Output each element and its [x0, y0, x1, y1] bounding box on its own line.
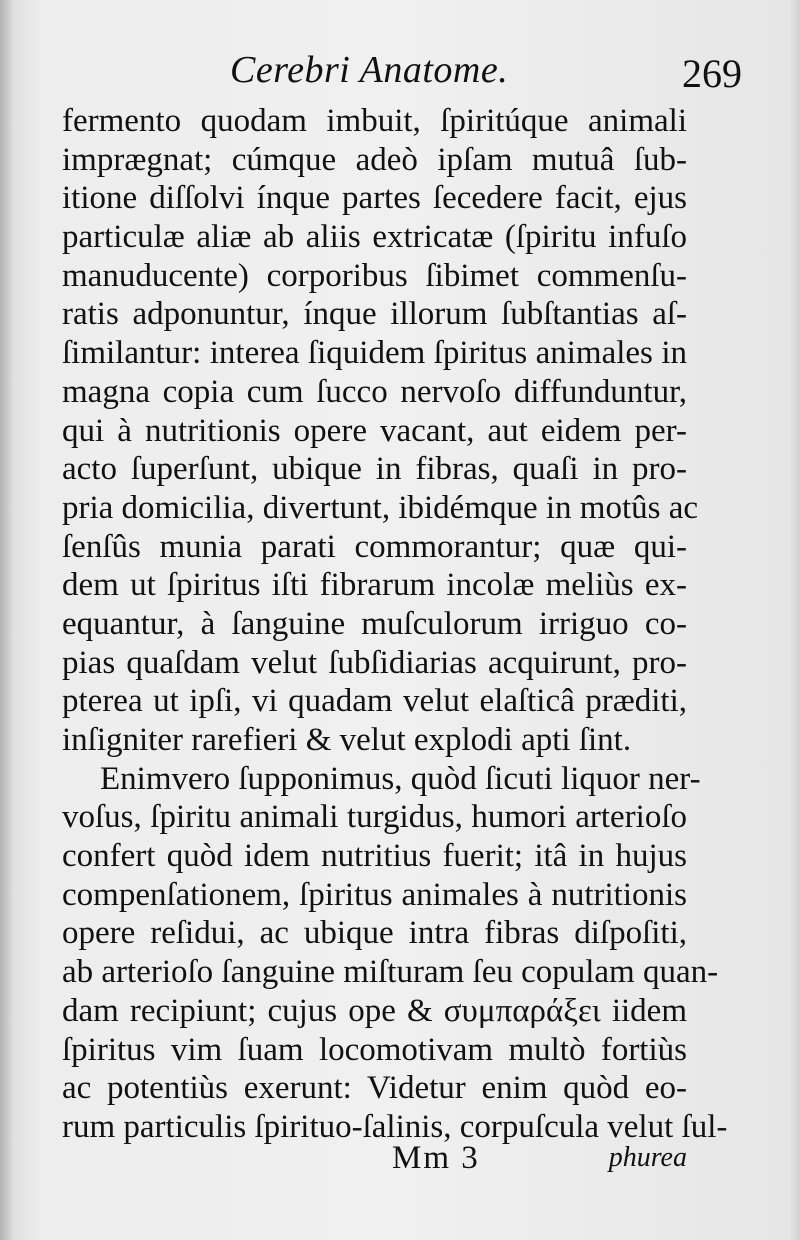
text-line: pias quaſdam velut ſubſidiarias acquirunt, pro-: [62, 644, 687, 681]
text-line: itione diſſolvi ínque partes ſecedere facit, ejus: [62, 180, 687, 217]
text-line: ſimilantur: interea ſiquidem ſpiritus animales in: [62, 335, 687, 372]
text-line: confert quòd idem nutritius fuerit; itâ in hujus: [62, 838, 687, 875]
text-line: ſenſûs munia parati commorantur; quæ qui-: [62, 528, 687, 565]
text-line: particulæ aliæ ab aliis extricatæ (ſpiritu infuſo: [62, 219, 687, 256]
paragraph-first-line: Enimvero ſupponimus, quòd ſicuti liquor ner-: [100, 760, 701, 797]
text-line: rum particulis ſpirituo-ſalinis, corpuſcula velut ſul-: [62, 1108, 728, 1145]
text-line: qui à nutritionis opere vacant, aut eidem per-: [62, 412, 687, 449]
page-header: [62, 48, 742, 100]
page-edge-shadow: [0, 0, 14, 1240]
text-line: ab arterioſo ſanguine miſturam ſeu copulam quan-: [62, 954, 719, 991]
running-title: Cerebri Anatome.: [230, 49, 509, 91]
text-line: pterea ut ipſi, vi quadam velut elaſticâ præditi,: [62, 683, 687, 720]
text-line: pria domicilia, divertunt, ibidémque in motûs ac: [62, 489, 699, 526]
text-line: voſus, ſpiritu animali turgidus, humori arterioſo: [62, 799, 687, 836]
text-line: dam recipiunt; cujus ope & συμπαράξει iidem: [62, 992, 687, 1029]
text-line: magna copia cum ſucco nervoſo diffunduntur,: [62, 373, 687, 410]
text-line: compenſationem, ſpiritus animales à nutritionis: [62, 876, 687, 913]
text-line: dem ut ſpiritus iſti fibrarum incolæ meliùs ex-: [62, 567, 687, 604]
text-line: imprægnat; cúmque adeò ipſam mutuâ ſub-: [62, 141, 687, 178]
text-line: ratis adponuntur, ínque illorum ſubſtantias aſ-: [62, 296, 687, 333]
catchword: phurea: [608, 1142, 687, 1173]
body-text: [62, 102, 728, 1147]
page-footer: [62, 1140, 687, 1182]
text-line: fermento quodam imbuit, ſpiritúque animali: [62, 103, 687, 139]
page-number: 269: [682, 51, 742, 96]
signature-mark: Mm 3: [392, 1140, 480, 1176]
text-line: equantur, à ſanguine muſculorum irriguo co-: [62, 605, 687, 642]
text-line: acto ſuperſunt, ubique in fibras, quaſi in pro-: [62, 451, 687, 488]
text-line: opere reſidui, ac ubique intra fibras diſpoſiti,: [62, 915, 687, 952]
text-line: manuducente) corporibus ſibimet commenſu-: [62, 257, 687, 294]
paragraph-last-line: inſigniter rarefieri & velut explodi apti ſint.: [62, 722, 632, 758]
text-line: ac potentiùs exerunt: Videtur enim quòd eo-: [62, 1070, 687, 1107]
text-line: ſpiritus vim ſuam locomotivam multò fortiùs: [62, 1031, 687, 1068]
